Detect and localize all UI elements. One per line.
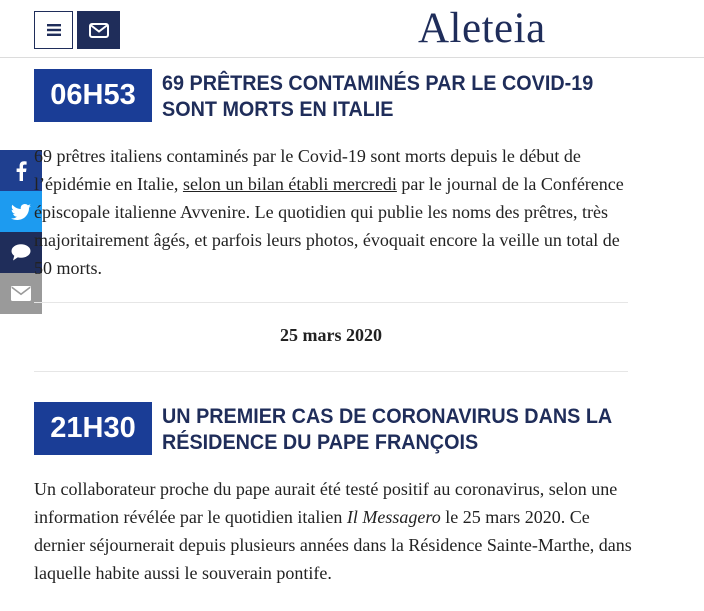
body-text-part: 69 prêtres italiens contaminés par le Covid-19 sont morts depuis le début de l’épidémie en Italie, (34, 146, 581, 194)
newspaper-name: Il Messagero (346, 507, 441, 527)
site-header (0, 0, 704, 58)
divider (34, 302, 628, 303)
email-share-icon (11, 286, 31, 301)
time-badge: 06H53 (34, 69, 152, 122)
body-text-part: par le journal de la Conférence épiscopale italienne Avvenire. Le quotidien qui publie les noms des prêtres, très majoritairement âgés, et parfois leurs photos, évoquait encore la veille un total de 50 morts. (34, 174, 624, 278)
body-text-part: Un collaborateur proche du pape aurait été testé positif au coronavirus, selon une information révélée par le quotidien italien (34, 479, 618, 527)
comment-icon (11, 244, 31, 261)
inline-link[interactable]: selon un bilan établi mercredi (182, 174, 397, 194)
twitter-icon (11, 204, 31, 220)
menu-button[interactable] (34, 11, 73, 49)
hamburger-icon (47, 24, 61, 36)
site-logo[interactable]: Aleteia (418, 5, 546, 52)
envelope-icon (89, 23, 109, 38)
entry-body (34, 475, 634, 587)
time-badge: 21H30 (34, 402, 152, 455)
entry-body (34, 142, 634, 282)
date-separator: 25 mars 2020 (280, 325, 382, 345)
entry-headline[interactable]: UN PREMIER CAS DE CORONAVIRUS DANS LA RÉSIDENCE DU PAPE FRANÇOIS (162, 404, 612, 454)
divider (34, 371, 628, 372)
facebook-icon (15, 161, 27, 181)
newsletter-button[interactable] (77, 11, 120, 49)
entry-headline[interactable]: 69 PRÊTRES CONTAMINÉS PAR LE COVID-19 SONT MORTS EN ITALIE (162, 71, 594, 121)
body-text-part: le 25 mars 2020. Ce dernier séjournerait depuis plusieurs années dans la Résidence Sainte-Marthe, dans laquelle habite aussi le souverain pontife. (34, 507, 632, 583)
